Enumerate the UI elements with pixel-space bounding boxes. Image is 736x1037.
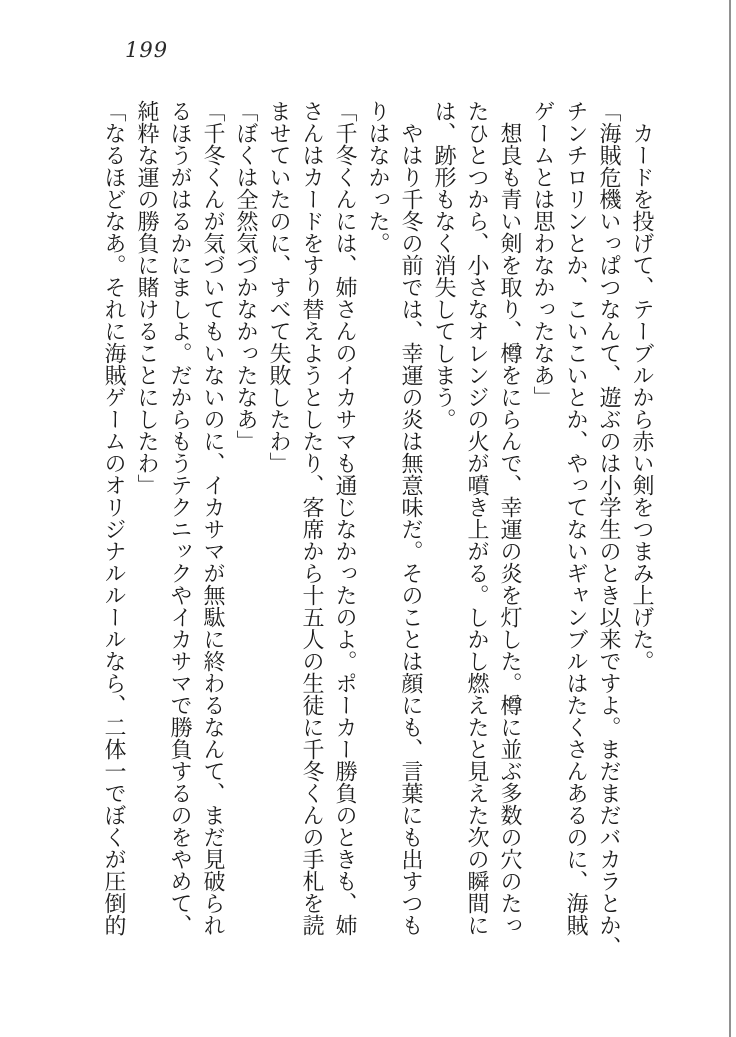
text-line: 「千冬くんには、姉さんのイカサマも通じなかったのよ。ポーカー勝負のときも、姉 [332,100,357,936]
text-line: さんはカードをすり替えようとしたり、客席から十五人の生徒に千冬くんの手札を読 [299,100,324,936]
text-line: 「なるほどなあ。それに海賊ゲームのオリジナルルールなら、二体一でぼくが圧倒的 [101,100,126,936]
text-line: は、跡形もなく消失してしまう。 [431,100,456,430]
text-line: 想良も青い剣を取り、樽をにらんで、幸運の炎を灯した。樽に並ぶ多数の穴のたっ [497,122,522,936]
text-line: ゲームとは思わなかったなあ」 [530,100,555,408]
page-edge-line [729,0,731,1037]
text-line: カードを投げて、テーブルから赤い剣をつまみ上げた。 [629,122,654,672]
text-line: 「ぼくは全然気づかなかったなあ」 [233,100,258,452]
text-line: 「千冬くんが気づいてもいないのに、イカサマが無駄に終わるなんて、まだ見破られ [200,100,225,936]
text-line: やはり千冬の前では、幸運の炎は無意味だ。そのことは顔にも、言葉にも出すつも [398,122,423,936]
vertical-text-block [97,100,658,958]
text-line: 「海賊危機いっぱつなんて、遊ぶのは小学生のとき以来ですよ。まだまだバカラとか、 [596,100,621,958]
text-line: チンチロリンとか、こいこいとか、やってないギャンブルはたくさんあるのに、海賊 [563,100,588,936]
text-line: 純粋な運の勝負に賭けることにしたわ」 [134,100,159,496]
text-line: りはなかった。 [365,100,390,254]
text-line: たひとつから、小さなオレンジの火が噴き上がる。しかし燃えたと見えた次の瞬間に [464,100,489,936]
text-line: ませていたのに、すべて失敗したわ」 [266,100,291,474]
page-number: 199 [125,38,169,62]
text-line: るほうがはるかにましよ。だからもうテクニックやイカサマで勝負するのをやめて、 [167,100,192,936]
